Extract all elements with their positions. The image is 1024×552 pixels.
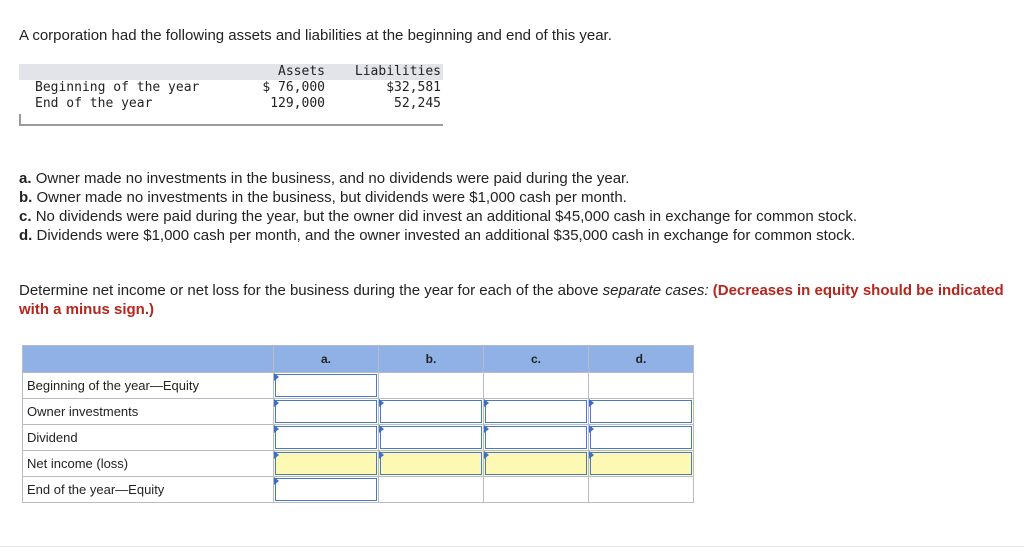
case-letter: c.: [19, 208, 32, 225]
column-header-c: c.: [484, 346, 589, 373]
row-label: Beginning of the year—Equity: [23, 373, 274, 399]
table-row: [19, 96, 443, 112]
case-letter: d.: [19, 227, 33, 244]
case-item: [19, 188, 857, 207]
question-italic: separate cases:: [602, 282, 709, 299]
answer-grid: [22, 345, 694, 503]
row-label: Beginning of the year: [35, 80, 200, 95]
table-header-row: [19, 64, 443, 80]
cell-beginning-equity-c: [484, 373, 589, 399]
question-instruction: (Decreases in equity should be indicated with a minus sign.): [19, 282, 1004, 318]
row-label: End of the year—Equity: [23, 477, 274, 503]
cell-ending-equity-d: [589, 477, 694, 503]
row-label: End of the year: [35, 96, 153, 111]
asset-liability-table: [19, 64, 443, 126]
input-net-income-b[interactable]: [379, 451, 484, 477]
case-text: Owner made no investments in the business, but dividends were $1,000 cash per month.: [36, 189, 627, 206]
input-beginning-equity-a[interactable]: [274, 373, 379, 399]
input-ending-equity-a[interactable]: [274, 477, 379, 503]
grid-corner: [23, 346, 274, 373]
case-item: [19, 226, 857, 245]
input-net-income-d[interactable]: [589, 451, 694, 477]
column-header-a: a.: [274, 346, 379, 373]
assets-header: Assets: [278, 64, 325, 79]
cell-beginning-equity-b: [379, 373, 484, 399]
case-text: Dividends were $1,000 cash per month, and the owner invested an additional $35,000 cash in exchange for common stock.: [36, 227, 856, 244]
assets-value: $ 76,000: [262, 80, 325, 95]
input-owner-investments-b[interactable]: [379, 399, 484, 425]
problem-intro: A corporation had the following assets and liabilities at the beginning and end of this year.: [19, 27, 612, 44]
assets-value: 129,000: [270, 96, 325, 111]
cell-beginning-equity-d: [589, 373, 694, 399]
case-text: Owner made no investments in the business, and no dividends were paid during the year.: [35, 170, 630, 187]
question-prompt: [19, 281, 1009, 319]
liabilities-value: 52,245: [394, 96, 441, 111]
row-label: Net income (loss): [23, 451, 274, 477]
input-owner-investments-d[interactable]: [589, 399, 694, 425]
case-item: [19, 207, 857, 226]
input-dividend-a[interactable]: [274, 425, 379, 451]
grid-header-row: [23, 346, 694, 373]
grid-row-dividend: [23, 425, 694, 451]
input-dividend-d[interactable]: [589, 425, 694, 451]
input-owner-investments-a[interactable]: [274, 399, 379, 425]
question-text: Determine net income or net loss for the business during the year for each of the above: [19, 282, 603, 299]
case-letter: a.: [19, 170, 32, 187]
grid-row-ending-equity: [23, 477, 694, 503]
cell-ending-equity-c: [484, 477, 589, 503]
row-label: Dividend: [23, 425, 274, 451]
case-text: No dividends were paid during the year, but the owner did invest an additional $45,000 cash in exchange for common stock.: [35, 208, 858, 225]
table-bottom-border: [19, 114, 443, 126]
case-letter: b.: [19, 189, 33, 206]
case-list: [19, 169, 857, 245]
grid-row-beginning-equity: [23, 373, 694, 399]
liabilities-value: $32,581: [386, 80, 441, 95]
input-owner-investments-c[interactable]: [484, 399, 589, 425]
page-divider: [0, 546, 1024, 547]
grid-row-owner-investments: [23, 399, 694, 425]
column-header-b: b.: [379, 346, 484, 373]
liabilities-header: Liabilities: [354, 64, 441, 79]
table-row: [19, 80, 443, 96]
input-net-income-c[interactable]: [484, 451, 589, 477]
cell-ending-equity-b: [379, 477, 484, 503]
input-net-income-a[interactable]: [274, 451, 379, 477]
column-header-d: d.: [589, 346, 694, 373]
case-item: [19, 169, 857, 188]
input-dividend-c[interactable]: [484, 425, 589, 451]
row-label: Owner investments: [23, 399, 274, 425]
input-dividend-b[interactable]: [379, 425, 484, 451]
grid-row-net-income: [23, 451, 694, 477]
